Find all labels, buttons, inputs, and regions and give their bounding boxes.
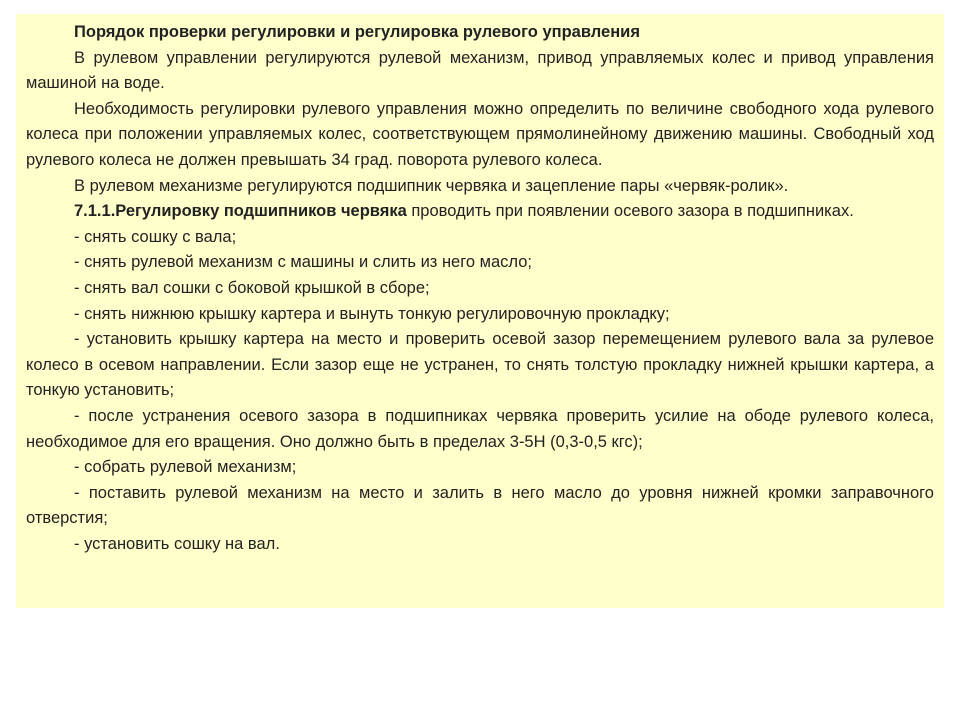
step-item: - установить крышку картера на место и проверить осевой зазор перемещением рулевого вала за рулевое колесо в осевом направлении. Если зазор еще не устранен, то снять толстую прокладку нижней крышки картера, а тонкую установить;	[26, 330, 934, 400]
step-item: - поставить рулевой механизм на место и залить в него масло до уровня нижней кромки заправочного отверстия;	[26, 483, 934, 528]
step-item: - после устранения осевого зазора в подшипниках червяка проверить усилие на ободе рулевого колеса, необходимое для его вращения. Оно должно быть в пределах 3-5Н (0,3-0,5 кгс);	[26, 406, 934, 451]
step-item: - собрать рулевой механизм;	[74, 458, 297, 477]
step-item: - снять сошку с вала;	[74, 227, 237, 246]
step-item: - установить сошку на вал.	[74, 534, 280, 553]
paragraph-section	[26, 199, 934, 225]
paragraph-necessity: Необходимость регулировки рулевого управления можно определить по величине свободного хода рулевого колеса при положении управляемых колес, соответствующем прямолинейному движению машины. Свободный ход рулевого колеса не должен превышать 34 град. поворота рулевого колеса.	[26, 99, 934, 169]
document-heading: Порядок проверки регулировки и регулировка рулевого управления	[74, 23, 640, 41]
text-panel	[16, 14, 944, 608]
paragraph-intro: В рулевом управлении регулируются рулевой механизм, привод управляемых колес и привод управления машиной на воде.	[26, 48, 934, 93]
section-rest: проводить при появлении осевого зазора в подшипниках.	[406, 202, 854, 221]
step-item: - снять вал сошки с боковой крышкой в сборе;	[74, 278, 430, 297]
section-lead: 7.1.1.Регулировку подшипников червяка	[74, 202, 407, 221]
paragraph-mechanism: В рулевом механизме регулируются подшипник червяка и зацепление пары «червяк-ролик».	[74, 176, 789, 195]
step-item: - снять рулевой механизм с машины и слить из него масло;	[74, 253, 532, 272]
step-item: - снять нижнюю крышку картера и вынуть тонкую регулировочную прокладку;	[74, 304, 670, 323]
